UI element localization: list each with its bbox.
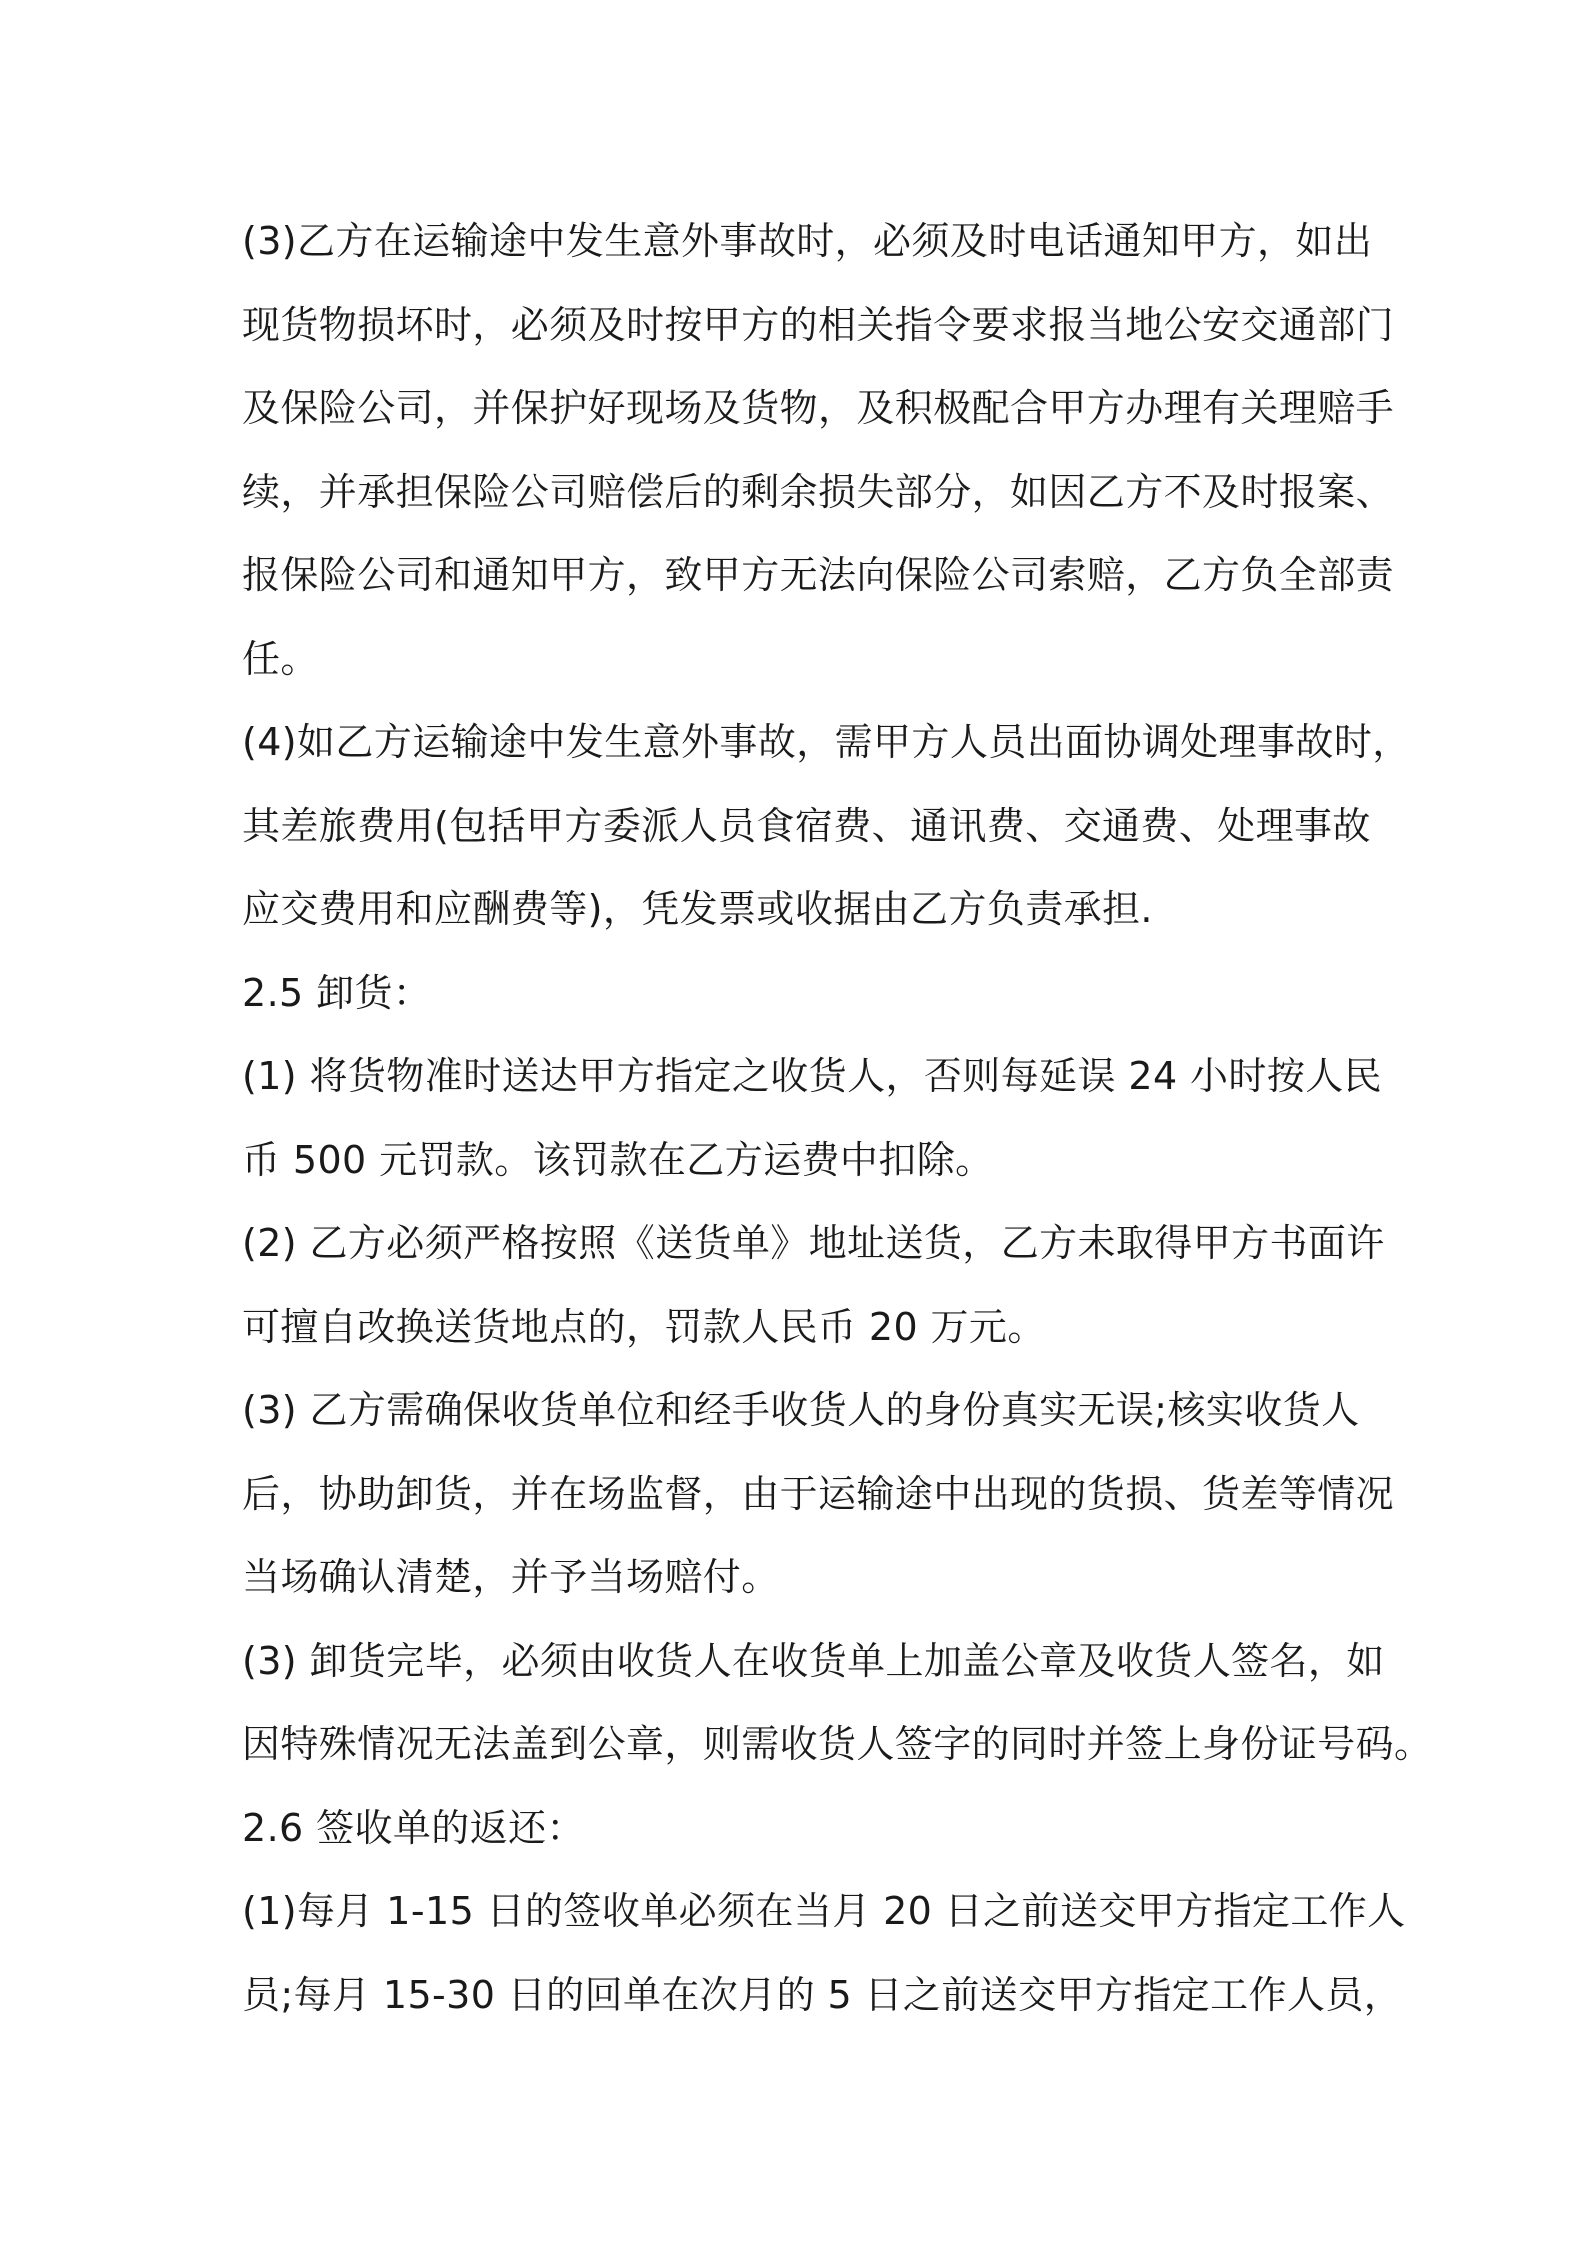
text-line: 报保险公司和通知甲方，致甲方无法向保险公司索赔，乙方负全部责 bbox=[242, 553, 1395, 597]
text-line: 应交费用和应酬费等)，凭发票或收据由乙方负责承担. bbox=[242, 887, 1153, 931]
text-line: 现货物损坏时，必须及时按甲方的相关指令要求报当地公安交通部门 bbox=[242, 302, 1395, 347]
text-line: (3) 乙方需确保收货单位和经手收货人的身份真实无误;核实收货人 bbox=[242, 1388, 1360, 1432]
text-line: 及保险公司，并保护好现场及货物，及积极配合甲方办理有关理赔手 bbox=[242, 386, 1395, 430]
text-line: 员;每月 15-30 日的回单在次月的 5 日之前送交甲方指定工作人员， bbox=[242, 1972, 1403, 2017]
text-line: (3) 卸货完毕，必须由收货人在收货单上加盖公章及收货人签名，如 bbox=[242, 1638, 1385, 1683]
text-line: 其差旅费用(包括甲方委派人员食宿费、通讯费、交通费、处理事故 bbox=[242, 803, 1371, 848]
text-line: 可擅自改换送货地点的，罚款人民币 20 万元。 bbox=[242, 1304, 1046, 1349]
section-heading: 2.6 签收单的返还： bbox=[242, 1805, 585, 1850]
text-line: (3)乙方在运输途中发生意外事故时，必须及时电话通知甲方，如出 bbox=[242, 219, 1373, 263]
text-line: (1)每月 1-15 日的签收单必须在当月 20 日之前送交甲方指定工作人 bbox=[242, 1889, 1406, 1933]
text-line: 后，协助卸货，并在场监督，由于运输途中出现的货损、货差等情况 bbox=[242, 1471, 1395, 1516]
text-line: 当场确认清楚，并予当场赔付。 bbox=[242, 1555, 780, 1599]
text-line: 续，并承担保险公司赔偿后的剩余损失部分，如因乙方不及时报案、 bbox=[242, 469, 1395, 514]
document-body bbox=[242, 200, 1433, 2037]
text-line: 因特殊情况无法盖到公章，则需收货人签字的同时并签上身份证号码。 bbox=[242, 1722, 1433, 1766]
section-heading: 2.5 卸货： bbox=[242, 970, 432, 1015]
text-line: (1) 将货物准时送达甲方指定之收货人，否则每延误 24 小时按人民 bbox=[242, 1054, 1383, 1098]
text-line: 任。 bbox=[242, 636, 319, 681]
text-line: (4)如乙方运输途中发生意外事故，需甲方人员出面协调处理事故时， bbox=[242, 720, 1411, 764]
text-line: (2) 乙方必须严格按照《送货单》地址送货，乙方未取得甲方书面许 bbox=[242, 1221, 1385, 1265]
text-line: 币 500 元罚款。该罚款在乙方运费中扣除。 bbox=[242, 1137, 994, 1182]
